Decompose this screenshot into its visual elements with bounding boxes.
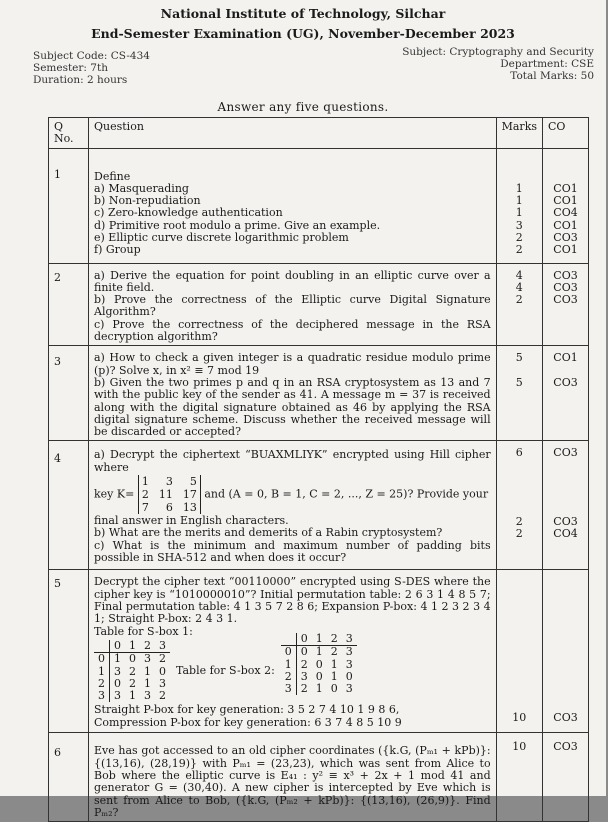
question-part: a) Derive the equation for point doubling in an elliptic curve over a finite field. xyxy=(94,268,491,294)
marks: 2 xyxy=(515,231,523,245)
question-table xyxy=(48,117,589,822)
co: CO3 xyxy=(553,293,578,307)
sbox-cell: 1 xyxy=(315,682,323,696)
sbox-cell: 1 xyxy=(129,689,136,703)
question-body: Decrypt the cipher text “00110000” encrypted using S-DES where the cipher key is “1010000010”? Initial permutation table: 2 6 3 1 4 8 5 7; Final permutation table: 4 1 3 5 7 2 8 6; Expansion P-box: 4 1 2 3 2 3 4 1; Straight P-box: 2 4 3 1. xyxy=(94,575,491,626)
co: CO1 xyxy=(553,194,578,208)
marks: 4 xyxy=(515,280,523,294)
question-part: a) Decrypt the ciphertext “BUAXMLIYK” encrypted using Hill cipher where xyxy=(94,448,491,474)
co: CO3 xyxy=(553,514,578,528)
exam-title: End-Semester Examination (UG), November-December 2023 xyxy=(91,26,515,41)
table-row xyxy=(49,346,589,441)
marks: 5 xyxy=(515,351,523,365)
question-number: 4 xyxy=(49,441,89,570)
question-part: e) Elliptic curve discrete logarithmic problem xyxy=(94,231,349,245)
marks: 6 xyxy=(515,446,523,460)
co: CO3 xyxy=(553,280,578,294)
sbox-col: 2 xyxy=(327,633,342,646)
sbox-cell: 2 xyxy=(129,676,136,690)
question-part: b) Given the two primes p and q in an RSA cryptosystem as 13 and 7 with the public key of the sender as 41. A message m = 37 is received along with the digital signature obtained as 46 by applying the RSA digital signature scheme. Discuss whether the received message will be discarded or accepted? xyxy=(94,375,491,439)
matrix-cell: 17 xyxy=(182,488,197,502)
total-marks: Total Marks: 50 xyxy=(510,70,594,82)
marks: 2 xyxy=(515,243,523,257)
key-matrix xyxy=(138,475,201,514)
question-part: b) Non-repudiation xyxy=(94,194,201,208)
sbox-row-label: 1 xyxy=(281,659,297,671)
co-cell xyxy=(543,263,589,346)
sbox-col: 2 xyxy=(140,640,155,653)
question-part: a) How to check a given integer is a quadratic residue modulo prime (p)? Solve x, in x² ≡ 7 mod 19 xyxy=(94,351,491,377)
sbox-col: 3 xyxy=(342,633,357,646)
sbox-cell: 2 xyxy=(159,652,166,666)
exam-meta-right xyxy=(402,46,594,82)
co: CO4 xyxy=(553,206,578,220)
sbox-col: 0 xyxy=(110,640,126,653)
sbox1-table xyxy=(94,640,170,702)
matrix-cell: 11 xyxy=(158,488,173,502)
sbox-row-label: 0 xyxy=(94,653,110,666)
co: CO1 xyxy=(553,351,578,365)
question-number: 5 xyxy=(49,570,89,733)
table-row xyxy=(49,263,589,346)
straight-pbox-key: Straight P-box for key generation: 3 5 2 7 4 10 1 9 8 6, xyxy=(94,703,400,717)
co-cell xyxy=(543,148,589,263)
question-text xyxy=(89,148,497,263)
question-part: b) What are the merits and demerits of a Rabin cryptosystem? xyxy=(94,526,443,540)
co: CO3 xyxy=(543,733,589,822)
header-question: Question xyxy=(89,118,497,149)
marks: 4 xyxy=(515,268,523,282)
marks-cell xyxy=(496,148,542,263)
matrix-cell: 1 xyxy=(141,475,149,489)
sbox-cell: 2 xyxy=(129,664,136,678)
institute-name: National Institute of Technology, Silchar xyxy=(160,6,446,21)
sbox-cell: 2 xyxy=(159,689,166,703)
marks: 5 xyxy=(515,375,523,389)
question-number: 6 xyxy=(49,733,89,822)
sbox-cell: 0 xyxy=(159,664,166,678)
key-label: key K= xyxy=(94,487,135,501)
semester: Semester: 7th xyxy=(33,62,108,74)
sbox-row-label: 2 xyxy=(94,678,110,690)
marks-cell xyxy=(496,263,542,346)
sbox-cell: 2 xyxy=(300,682,308,696)
table-row xyxy=(49,570,589,733)
hill-key-line xyxy=(94,474,491,515)
question-part: f) Group xyxy=(94,243,141,257)
sbox-cell: 3 xyxy=(114,664,121,678)
sbox-cell: 3 xyxy=(114,689,121,703)
sbox-row-label: 3 xyxy=(281,683,297,695)
co-cell xyxy=(543,441,589,570)
sbox-cell: 0 xyxy=(315,657,323,671)
marks-cell xyxy=(496,441,542,570)
sbox-cell: 0 xyxy=(114,676,121,690)
sbox-col: 3 xyxy=(155,640,170,653)
co-cell xyxy=(543,346,589,441)
header-marks: Marks xyxy=(496,118,542,149)
question-part: c) What is the minimum and maximum number of padding bits possible in SHA-512 and when does it occur? xyxy=(94,538,491,564)
sbox1-label: Table for S-box 1: xyxy=(94,624,193,638)
question-part: c) Prove the correctness of the deciphered message in the RSA decryption algorithm? xyxy=(94,317,491,344)
marks: 2 xyxy=(515,527,523,541)
question-part: d) Primitive root modulo a prime. Give an example. xyxy=(94,218,381,232)
sbox-cell: 2 xyxy=(300,657,308,671)
question-text xyxy=(89,346,497,441)
marks: 1 xyxy=(515,181,523,195)
marks: 10 xyxy=(496,570,542,733)
question-part: c) Zero-knowledge authentication xyxy=(94,206,283,220)
co: CO1 xyxy=(553,218,578,232)
compression-pbox-key: Compression P-box for key generation: 6 3 7 4 8 5 10 9 xyxy=(94,715,402,729)
sbox-col: 1 xyxy=(125,640,140,653)
question-text: Eve has got accessed to an old cipher coordinates ({k.G, (Pₘ₁ + kPb)}: {(13,16), (28,19)} with Pₘ₁ = (23,23), which was sent from Alice to Bob where the elliptic curve is E₄₁ : y² ≡ x³ + 2x + 1 mod 41 and generator G = (30,40). A new cipher is intercepted by Eve which is sent from Alice to Bob, ({k.G, (Pₘ₂ + kPb)}: {(13,16), (26,9)}. Find Pₘ₂? xyxy=(89,733,497,822)
question-part: a) Masquerading xyxy=(94,181,189,195)
sbox-cell: 1 xyxy=(114,652,121,666)
sbox-cell: 3 xyxy=(300,669,308,683)
sbox-cell: 3 xyxy=(144,689,151,703)
instruction: Answer any five questions. xyxy=(217,100,389,114)
sbox-row-label: 1 xyxy=(94,666,110,678)
co: CO3 xyxy=(553,268,578,282)
matrix-cell: 5 xyxy=(189,475,197,489)
question-text xyxy=(89,570,497,733)
sbox-cell: 1 xyxy=(330,669,338,683)
marks: 1 xyxy=(515,194,523,208)
sbox-cell: 0 xyxy=(300,645,308,659)
question-part: b) Prove the correctness of the Elliptic curve Digital Signature Algorithm? xyxy=(94,293,491,319)
marks: 3 xyxy=(515,218,523,232)
sbox-cell: 1 xyxy=(144,664,151,678)
matrix-cell: 7 xyxy=(141,501,149,515)
sbox-cell: 0 xyxy=(345,669,353,683)
subject: Subject: Cryptography and Security xyxy=(402,46,594,58)
sbox-col: 1 xyxy=(312,633,327,646)
table-row xyxy=(49,733,589,822)
after-matrix: and (A = 0, B = 1, C = 2, ..., Z = 25)? Provide your xyxy=(204,487,489,501)
matrix-cell: 3 xyxy=(165,475,173,489)
sbox-cell: 1 xyxy=(144,676,151,690)
department: Department: CSE xyxy=(500,58,594,70)
sbox-col: 0 xyxy=(296,633,312,646)
sbox-row-label: 2 xyxy=(281,671,297,683)
question-text xyxy=(89,263,497,346)
sbox-row-label: 0 xyxy=(281,646,297,659)
header-co: CO xyxy=(543,118,589,149)
co: CO3 xyxy=(553,231,578,245)
question-number: 3 xyxy=(49,346,89,441)
marks: 2 xyxy=(515,293,523,307)
header-qno: Q No. xyxy=(49,118,89,149)
sbox-cell: 0 xyxy=(129,652,136,666)
sbox2-table xyxy=(281,633,357,695)
question-part-tail: final answer in English characters. xyxy=(94,514,289,528)
sbox-cell: 3 xyxy=(159,676,166,690)
question-number: 1 xyxy=(49,148,89,263)
table-header xyxy=(49,118,589,149)
sbox-cell: 3 xyxy=(345,645,353,659)
co: CO3 xyxy=(553,375,578,389)
sbox-cell: 0 xyxy=(315,669,323,683)
marks: 1 xyxy=(515,206,523,220)
table-row xyxy=(49,148,589,263)
matrix-cell: 13 xyxy=(182,501,197,515)
table-row xyxy=(49,441,589,570)
marks-cell xyxy=(496,346,542,441)
sbox-row-label: 3 xyxy=(94,690,110,702)
subject-code: Subject Code: CS-434 xyxy=(33,50,150,62)
co: CO3 xyxy=(543,570,589,733)
sbox-cell: 1 xyxy=(315,645,323,659)
sbox2-label: Table for S-box 2: xyxy=(176,664,275,678)
question-number: 2 xyxy=(49,263,89,346)
matrix-cell: 2 xyxy=(141,488,149,502)
duration: Duration: 2 hours xyxy=(33,74,128,86)
co: CO1 xyxy=(553,243,578,257)
co: CO3 xyxy=(553,446,578,460)
co: CO1 xyxy=(553,181,578,195)
co: CO4 xyxy=(553,527,578,541)
matrix-cell: 6 xyxy=(165,501,173,515)
sbox-cell: 3 xyxy=(345,682,353,696)
question-intro: Define xyxy=(94,169,131,183)
exam-meta-left xyxy=(33,50,150,86)
sbox-cell: 2 xyxy=(330,645,338,659)
sbox-cell: 3 xyxy=(144,652,151,666)
sbox-cell: 0 xyxy=(330,682,338,696)
question-text xyxy=(89,441,497,570)
marks: 2 xyxy=(515,514,523,528)
sbox-cell: 1 xyxy=(330,657,338,671)
marks: 10 xyxy=(496,733,542,822)
sbox-cell: 3 xyxy=(345,657,353,671)
